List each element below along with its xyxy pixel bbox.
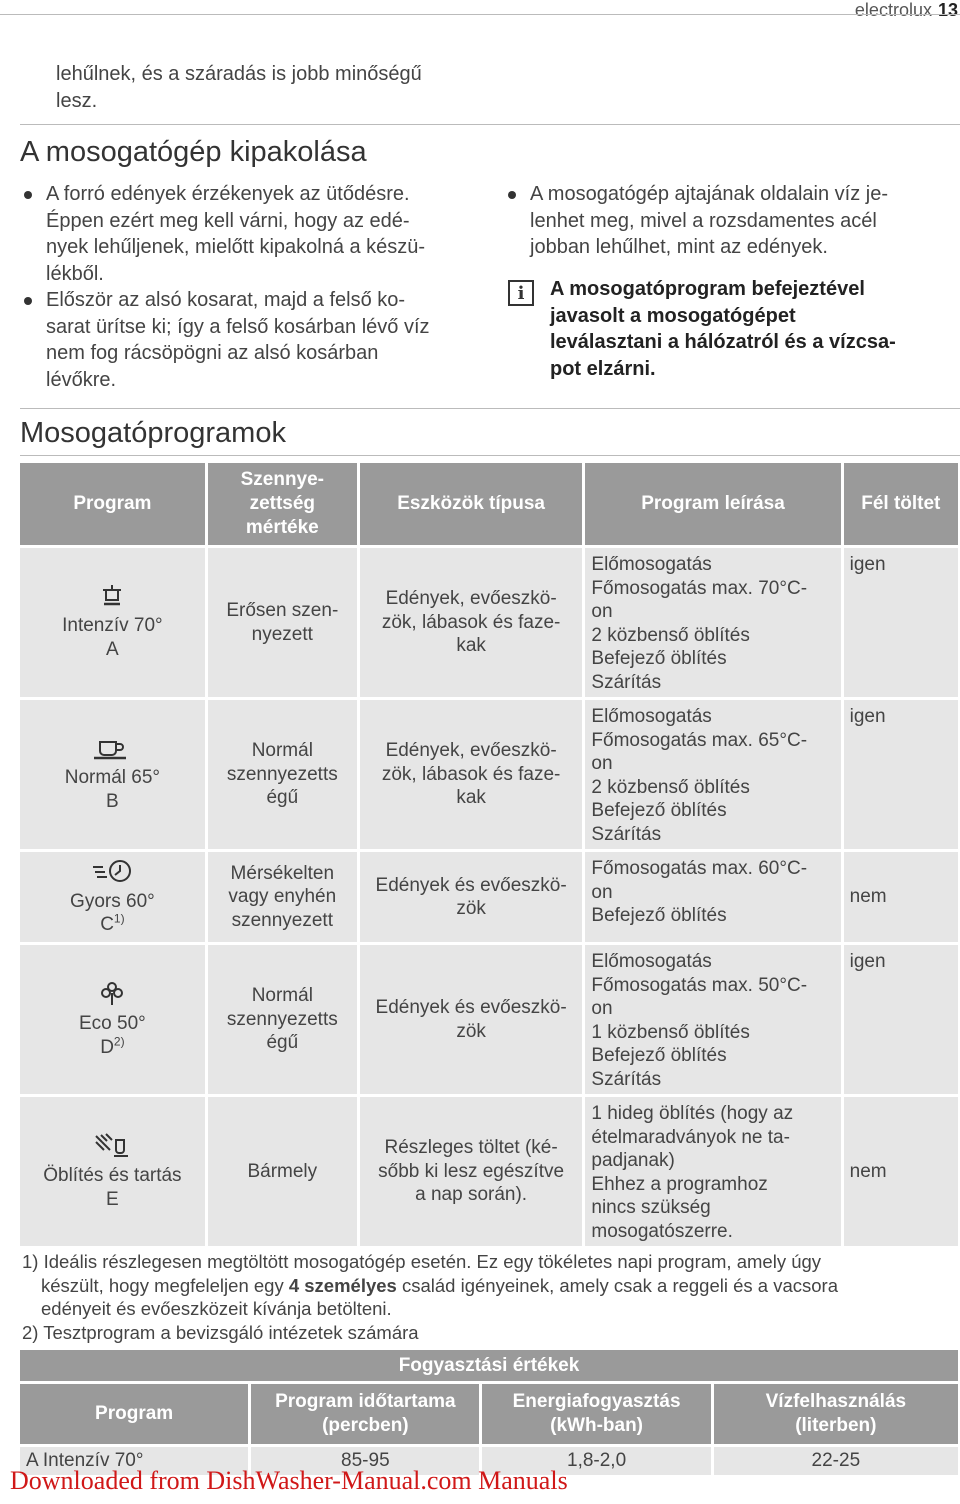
header-line: (kWh-ban) <box>550 1415 644 1436</box>
info-line: leválasztani a hálózatról és a vízcsa- <box>550 331 896 353</box>
section-rule <box>20 408 960 409</box>
cell-line: égű <box>266 787 299 809</box>
soil-cell <box>208 945 357 1094</box>
list-item-line: lévőkre. <box>46 368 117 391</box>
soil-cell <box>208 700 357 849</box>
list-item-line: nyek lehűljenek, mielőtt kipakolná a készü- <box>46 236 426 258</box>
program-name: Öblítés és tartás <box>43 1165 182 1186</box>
column-header-half-load: Fél töltet <box>844 463 958 545</box>
program-cell <box>20 1097 205 1246</box>
table-row <box>20 945 958 1094</box>
cell-line: Előmosogatás <box>591 951 712 972</box>
header-rule <box>0 14 960 15</box>
cell-line: 1 hideg öblítés (hogy az <box>591 1103 794 1124</box>
cell-line: Normál <box>251 985 313 1007</box>
cell-line: padjanak) <box>591 1150 675 1171</box>
table-header-row <box>20 1384 958 1444</box>
table-title-row <box>20 1350 958 1381</box>
description-cell <box>585 548 840 697</box>
cell-line: Mérsékelten <box>230 862 335 884</box>
program-letter: E <box>106 1188 119 1210</box>
download-watermark-link[interactable]: Downloaded from DishWasher-Manual.com Manuals <box>10 1466 568 1495</box>
header-line: Vízfelhasználás <box>765 1391 907 1412</box>
cell-line: Edények és evőeszkö- <box>375 997 567 1018</box>
cell-line: Ehhez a programhoz <box>591 1173 768 1195</box>
soil-cell <box>208 852 357 942</box>
cell-line: kak <box>456 787 486 809</box>
column-header-program: Program <box>20 463 205 545</box>
header-line: mértéke <box>245 517 319 538</box>
section-rule <box>20 455 960 456</box>
cell-line: Befejező öblítés <box>591 648 727 669</box>
cell-line: zök, lábasok és faze- <box>381 611 561 633</box>
info-line: javasolt a mosogatógépet <box>550 304 796 327</box>
program-cell: A Intenzív 70° <box>20 1447 248 1475</box>
cell-line: Előmosogatás <box>591 554 712 575</box>
cell-line: Bármely <box>247 1160 318 1182</box>
list-item <box>506 181 956 261</box>
list-item-line: lenhet meg, mivel a rozsdamentes acél <box>530 209 877 232</box>
cell-line: szennyezetts <box>226 763 338 785</box>
cell-line: Részleges töltet (ké- <box>384 1137 558 1159</box>
cell-line: mosogatószerre. <box>591 1220 733 1242</box>
program-letter: B <box>106 790 119 812</box>
items-cell <box>360 852 583 942</box>
description-cell <box>585 852 840 942</box>
program-letter <box>24 913 201 937</box>
header-line: Program időtartama <box>275 1391 456 1412</box>
list-item-line: Éppen ezért meg kell várni, hogy az edé- <box>46 209 410 232</box>
cell-line: on <box>591 998 613 1019</box>
column-header-program: Program <box>20 1384 248 1444</box>
footnote-1-line: 1) Ideális részlegesen megtöltött mosogatógép esetén. Ez egy tökéletes napi program, amely úgy <box>22 1251 822 1272</box>
table-row <box>20 548 958 697</box>
items-cell <box>360 1097 583 1246</box>
footnote-bold-text: 4 személyes <box>288 1274 397 1296</box>
cell-line: zök <box>456 898 486 919</box>
cell-line: Főmosogatás max. 50°C- <box>591 974 808 996</box>
cell-line: Előmosogatás <box>591 706 712 727</box>
program-letter <box>24 1036 201 1060</box>
table-row <box>20 1097 958 1246</box>
intro-line: lesz. <box>56 89 98 112</box>
list-item-line: A mosogatógép ajtajának oldalain víz je- <box>530 183 889 205</box>
half-load-cell: igen <box>844 548 958 697</box>
consumption-table <box>17 1347 960 1478</box>
energy-cell: 1,8-2,0 <box>482 1447 710 1475</box>
program-cell <box>20 945 205 1094</box>
cell-line: Befejező öblítés <box>591 1045 727 1066</box>
cell-line: nincs szükség <box>591 1197 711 1218</box>
header-line: Szennye- <box>240 469 325 490</box>
cell-line: Főmosogatás max. 70°C- <box>591 577 808 599</box>
info-line: A mosogatóprogram befejeztével <box>550 278 865 300</box>
cell-line: 2 közbenső öblítés <box>591 776 750 798</box>
header-line: Energiafogyasztás <box>512 1391 681 1412</box>
cell-line: zök <box>456 1020 486 1042</box>
list-item-line: sarat ürítse ki; így a felső kosárban lévő víz <box>46 315 430 338</box>
cell-line: 1 közbenső öblítés <box>591 1021 750 1043</box>
cell-line: Edények, evőeszkö- <box>385 740 557 762</box>
consumption-title: Fogyasztási értékek <box>20 1350 958 1381</box>
items-cell <box>360 700 583 849</box>
cell-line: Normál <box>251 740 313 762</box>
description-cell <box>585 1097 840 1246</box>
footnote-1-line: edényeit és evőeszközeit kívánja betölteni. <box>41 1298 392 1319</box>
cell-line: szennyezett <box>231 909 333 931</box>
list-item-line: lékből. <box>46 262 104 285</box>
items-cell <box>360 548 583 697</box>
cell-line: ételmaradványok ne ta- <box>591 1126 790 1148</box>
list-item-line: jobban lehűlhet, mint az edények. <box>530 236 828 258</box>
cell-line: vagy enyhén <box>228 886 337 908</box>
quick-clock-icon <box>91 858 133 884</box>
unloading-right-list <box>506 181 956 261</box>
column-header-energy <box>482 1384 710 1444</box>
cell-line: Befejező öblítés <box>591 800 727 821</box>
cell-line: a nap során). <box>415 1184 528 1206</box>
cell-line: 2 közbenső öblítés <box>591 624 750 646</box>
page-number: 13 <box>937 0 958 20</box>
info-note <box>550 276 960 382</box>
table-row <box>20 700 958 849</box>
program-cell <box>20 852 205 942</box>
table-row <box>20 852 958 942</box>
description-cell <box>585 700 840 849</box>
footnote-text: készült, hogy megfeleljen egy <box>41 1274 289 1296</box>
list-item-line: A forró edények érzékenyek az ütődésre. <box>46 183 410 205</box>
cell-line: on <box>591 881 613 903</box>
info-line: pot elzárni. <box>550 357 656 380</box>
soil-cell <box>208 1097 357 1246</box>
cell-line: Szárítás <box>591 671 662 693</box>
program-name: Gyors 60° <box>70 890 155 912</box>
cell-line: Szárítás <box>591 1068 662 1090</box>
cell-line: szennyezetts <box>226 1008 338 1030</box>
table-header-row <box>20 463 958 545</box>
intro-line: lehűlnek, és a száradás is jobb minőségű <box>56 63 422 85</box>
cell-line: Edények és evőeszkö- <box>375 874 567 896</box>
unloading-left-list <box>22 181 492 393</box>
intensive-pot-icon <box>100 584 124 608</box>
header-line: zettség <box>249 493 316 514</box>
half-load-cell: nem <box>844 1097 958 1246</box>
cell-line: nyezett <box>251 623 313 645</box>
program-name: Intenzív 70° <box>62 615 163 636</box>
footnotes <box>22 1250 952 1344</box>
programs-table <box>17 460 960 1249</box>
header-line: (literben) <box>795 1415 877 1436</box>
cell-line: on <box>591 753 613 774</box>
section-title-unloading: A mosogatógép kipakolása <box>20 136 367 168</box>
half-load-cell: igen <box>844 945 958 1094</box>
cell-line: zök, lábasok és faze- <box>381 763 561 785</box>
eco-flower-icon <box>99 980 125 1006</box>
program-letter-text: C <box>100 914 114 935</box>
footnote-marker: 2) <box>113 1034 125 1049</box>
items-cell <box>360 945 583 1094</box>
info-icon: i <box>508 280 534 306</box>
list-item-line: Először az alsó kosarat, majd a felső ko- <box>46 289 406 311</box>
cell-line: kak <box>456 635 486 657</box>
program-name: Normál 65° <box>64 767 161 788</box>
cell-line: Befejező öblítés <box>591 905 727 926</box>
program-letter: A <box>106 638 119 660</box>
normal-cup-icon <box>92 736 132 760</box>
duration-cell: 85-95 <box>251 1447 479 1475</box>
footnote-1-line <box>22 1274 952 1298</box>
cell-line: sőbb ki lesz egészítve <box>378 1160 565 1182</box>
cell-line: Főmosogatás max. 60°C- <box>591 858 808 879</box>
list-item-line: nem fog rácsöpögni az alsó kosárban <box>46 342 379 364</box>
cell-line: on <box>591 601 613 622</box>
intro-paragraph <box>56 61 422 114</box>
program-name: Eco 50° <box>79 1013 146 1034</box>
description-cell <box>585 945 840 1094</box>
column-header-water <box>714 1384 958 1444</box>
page-header <box>855 0 958 21</box>
cell-line: Főmosogatás max. 65°C- <box>591 729 808 751</box>
cell-line: Szárítás <box>591 823 662 845</box>
column-header-duration <box>251 1384 479 1444</box>
soil-cell <box>208 548 357 697</box>
program-cell <box>20 700 205 849</box>
rinse-shower-icon <box>92 1132 132 1158</box>
footnote-2: 2) Tesztprogram a bevizsgáló intézetek számára <box>22 1321 419 1343</box>
cell-line: Edények, evőeszkö- <box>385 588 557 610</box>
half-load-cell: igen <box>844 700 958 849</box>
section-title-programs: Mosogatóprogramok <box>20 417 286 449</box>
program-letter-text: D <box>100 1036 114 1058</box>
brand-name: electrolux <box>854 0 932 20</box>
section-rule <box>20 124 960 125</box>
column-header-items: Eszközök típusa <box>360 463 583 545</box>
list-item <box>22 181 492 287</box>
cell-line: égű <box>266 1032 299 1054</box>
header-line: (percben) <box>322 1415 409 1436</box>
list-item <box>22 287 492 393</box>
water-cell: 22-25 <box>714 1447 958 1475</box>
column-header-description: Program leírása <box>585 463 840 545</box>
half-load-cell: nem <box>844 852 958 942</box>
column-header-soil <box>208 463 357 545</box>
footnote-text: család igényeinek, amely csak a reggeli és a vacsora <box>396 1274 839 1296</box>
program-cell <box>20 548 205 697</box>
footnote-marker: 1) <box>113 911 125 926</box>
cell-line: Erősen szen- <box>226 600 339 621</box>
